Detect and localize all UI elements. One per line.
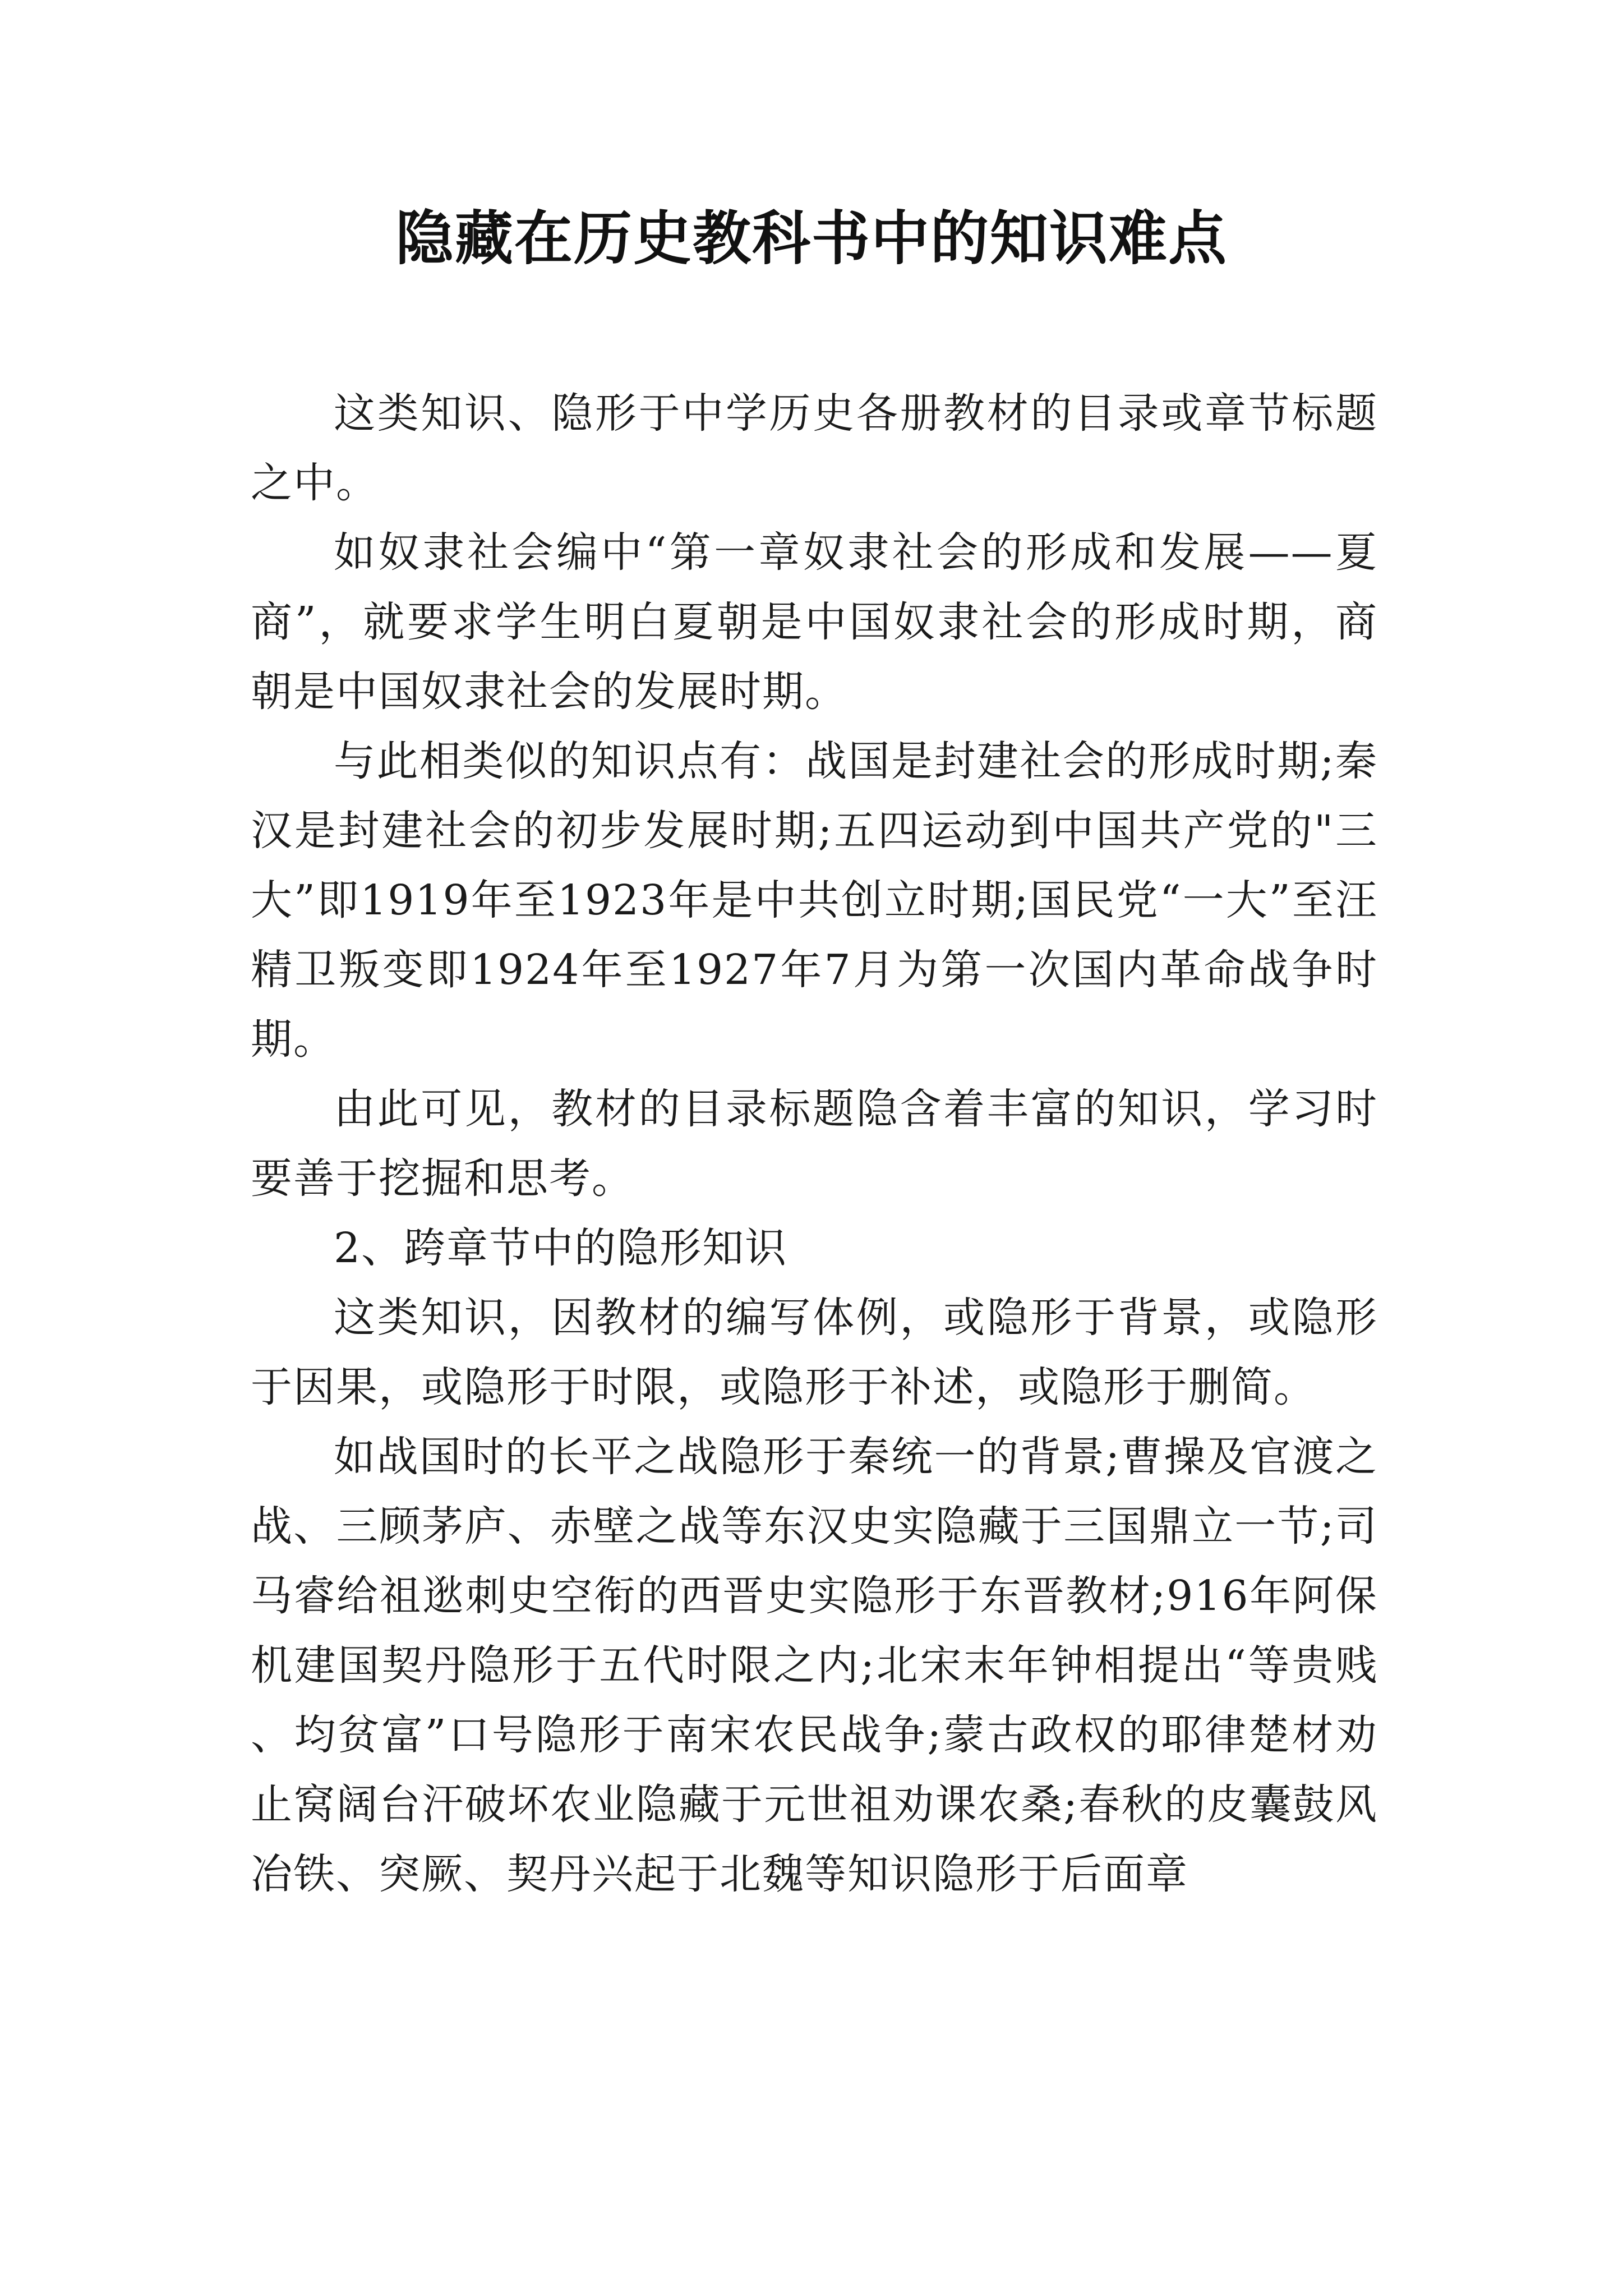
paragraph-cross-chapter-examples: 如战国时的长平之战隐形于秦统一的背景;曹操及官渡之战、三顾茅庐、赤壁之战等东汉史实隐藏于三国鼎立一节;司马睿给祖逖刺史空衔的西晋史实隐形于东晋教材;916年阿保机建国契丹隐形于五代时限之内;北宋末年钟相提出“等贵贱、均贫富”口号隐形于南宋农民战争;蒙古政权的耶律楚材劝止窝阔台汗破坏农业隐藏于元世祖劝课农桑;春秋的皮囊鼓风冶铁、突厥、契丹兴起于北魏等知识隐形于后面章 [251,1433,1378,1898]
paragraph-example-xia-shang: 如奴隶社会编中“第一章奴隶社会的形成和发展——夏商”，就要求学生明白夏朝是中国奴隶社会的形成时期，商朝是中国奴隶社会的发展时期。 [251,528,1378,716]
document-title: 隐藏在历史教科书中的知识难点 [395,204,1228,273]
paragraph-similar-points: 与此相类似的知识点有：战国是封建社会的形成时期;秦汉是封建社会的初步发展时期;五四运动到中国共产党的"三大”即1919年至1923年是中共创立时期;国民党“一大”至汪精卫叛变即1924年至1927年7月为第一次国内革命战争时期。 [251,737,1378,1064]
document-body [251,379,1378,1909]
paragraph-cross-chapter-intro: 这类知识，因教材的编写体例，或隐形于背景，或隐形于因果，或隐形于时限，或隐形于补述，或隐形于删简。 [251,1294,1378,1411]
paragraph-conclusion: 由此可见，教材的目录标题隐含着丰富的知识，学习时要善于挖掘和思考。 [251,1085,1378,1203]
section-heading-cross-chapter: 2、跨章节中的隐形知识 [334,1224,788,1272]
paragraph-intro: 这类知识、隐形于中学历史各册教材的目录或章节标题之中。 [251,389,1378,507]
